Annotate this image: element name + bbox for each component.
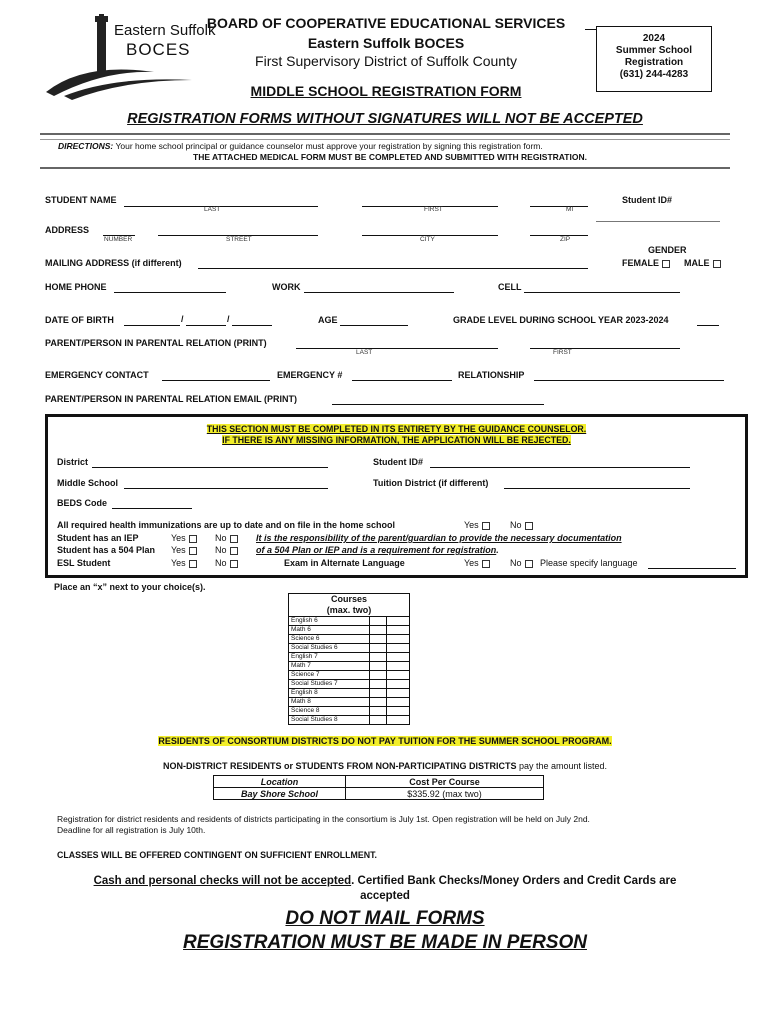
female-checkbox[interactable] <box>662 260 670 268</box>
counselor-notice-line1 <box>45 424 748 434</box>
parent-last-sublabel: LAST <box>356 349 373 356</box>
tuition-district-field[interactable] <box>504 488 690 489</box>
course-name: English 8 <box>289 689 370 698</box>
course-choice-cell[interactable] <box>370 689 387 698</box>
nondistrict-rest: pay the amount listed. <box>516 761 608 771</box>
relationship-field[interactable] <box>534 380 724 381</box>
male-checkbox[interactable] <box>713 260 721 268</box>
classes-contingent: CLASSES WILL BE OFFERED CONTINGENT ON SUFFICIENT ENROLLMENT. <box>57 850 377 860</box>
course-choice-cell-2[interactable] <box>387 617 410 626</box>
course-name: Math 8 <box>289 698 370 707</box>
course-name: Social Studies 6 <box>289 644 370 653</box>
course-name: Social Studies 7 <box>289 680 370 689</box>
location-header: Location <box>214 776 346 788</box>
payment-underlined: Cash and personal checks will not be accepted <box>93 875 352 887</box>
beds-code-label: BEDS Code <box>57 498 108 508</box>
payment-rest: . Certified Bank Checks/Money Orders and Credit Cards are <box>351 875 677 887</box>
course-choice-cell-2[interactable] <box>387 698 410 707</box>
number-sublabel: NUMBER <box>104 236 133 243</box>
course-choice-cell-2[interactable] <box>387 635 410 644</box>
box-line3: Registration <box>624 57 684 68</box>
course-name: Math 6 <box>289 626 370 635</box>
cost-table <box>213 775 544 800</box>
location-value: Bay Shore School <box>214 788 346 800</box>
parent-email-label: PARENT/PERSON IN PARENTAL RELATION EMAIL (PRINT) <box>45 394 298 404</box>
male-option[interactable] <box>684 258 721 268</box>
grade-level-label: GRADE LEVEL DURING SCHOOL YEAR 2023-2024 <box>453 315 669 325</box>
courses-header-line1: Courses <box>330 594 367 604</box>
female-label: FEMALE <box>622 258 659 268</box>
mi-field[interactable] <box>530 206 588 207</box>
course-name: Science 7 <box>289 671 370 680</box>
directions-label: DIRECTIONS: <box>58 141 114 151</box>
address-label: ADDRESS <box>45 225 90 235</box>
do-not-mail-notice: DO NOT MAIL FORMS <box>285 908 485 929</box>
course-name: Social Studies 8 <box>289 716 370 725</box>
home-phone-label: HOME PHONE <box>45 282 107 292</box>
header-title: BOARD OF COOPERATIVE EDUCATIONAL SERVICES <box>206 15 566 31</box>
district-field[interactable] <box>92 467 328 468</box>
dob-day-field[interactable] <box>186 325 226 326</box>
emergency-contact-label: EMERGENCY CONTACT <box>45 370 149 380</box>
course-name: Math 7 <box>289 662 370 671</box>
parent-last-field[interactable] <box>296 348 498 349</box>
summer-school-box <box>596 26 712 92</box>
course-name: Science 8 <box>289 707 370 716</box>
cell-phone-label: CELL <box>498 282 522 292</box>
last-name-field[interactable] <box>124 206 318 207</box>
iep-no-checkbox[interactable] <box>230 535 238 543</box>
parent-email-field[interactable] <box>332 404 544 405</box>
box-line2: Summer School <box>615 45 693 56</box>
age-field[interactable] <box>340 325 408 326</box>
esl-label: ESL Student <box>57 558 111 568</box>
zip-sublabel: ZIP <box>560 236 571 243</box>
parent-name-label: PARENT/PERSON IN PARENTAL RELATION (PRINT) <box>45 338 267 348</box>
logo-text-line2: BOCES <box>126 40 191 59</box>
header-district: First Supervisory District of Suffolk County <box>255 53 517 69</box>
age-label: AGE <box>318 315 338 325</box>
residents-notice <box>40 736 730 746</box>
student-id-label: Student ID# <box>622 195 673 205</box>
responsibility-line2-text: of a 504 Plan or IEP and is a requirement for registration <box>256 545 497 555</box>
relationship-label: RELATIONSHIP <box>458 370 525 380</box>
exam-yes-label: Yes <box>464 558 479 568</box>
work-phone-label: WORK <box>272 282 301 292</box>
specify-language-field[interactable] <box>648 568 736 569</box>
emergency-number-field[interactable] <box>352 380 452 381</box>
counselor-notice-text1: THIS SECTION MUST BE COMPLETED IN ITS ENTIRETY BY THE GUIDANCE COUNSELOR. <box>206 424 587 434</box>
address-zip-field[interactable] <box>530 235 588 236</box>
dob-month-field[interactable] <box>124 325 180 326</box>
course-choice-cell-2[interactable] <box>387 716 410 725</box>
iep-yes-checkbox[interactable] <box>189 535 197 543</box>
course-choice-cell[interactable] <box>370 662 387 671</box>
dob-label: DATE OF BIRTH <box>45 315 114 325</box>
parent-first-sublabel: FIRST <box>553 349 572 356</box>
signature-warning: REGISTRATION FORMS WITHOUT SIGNATURES WILL NOT BE ACCEPTED <box>127 111 643 127</box>
course-choice-cell[interactable] <box>370 644 387 653</box>
beds-code-field[interactable] <box>112 508 192 509</box>
exam-no-checkbox[interactable] <box>525 560 533 568</box>
exam-yes-checkbox[interactable] <box>482 560 490 568</box>
male-label: MALE <box>684 258 710 268</box>
course-choice-cell-2[interactable] <box>387 689 410 698</box>
cost-header: Cost Per Course <box>346 776 544 788</box>
course-row <box>289 671 410 680</box>
course-choice-cell-2[interactable] <box>387 653 410 662</box>
immunizations-yes-checkbox[interactable] <box>482 522 490 530</box>
course-row <box>289 635 410 644</box>
iep-yes-label: Yes <box>171 533 186 543</box>
residents-notice-text: RESIDENTS OF CONSORTIUM DISTRICTS DO NOT PAY TUITION FOR THE SUMMER SCHOOL PROGRAM. <box>158 736 612 746</box>
course-name: Science 6 <box>289 635 370 644</box>
course-choice-cell[interactable] <box>370 617 387 626</box>
tuition-district-label: Tuition District (if different) <box>373 478 489 488</box>
nondistrict-notice <box>40 761 730 771</box>
counselor-student-id-field[interactable] <box>430 467 690 468</box>
registration-dates-line1: Registration for district residents and residents of districts participating in the consortium is July 1st. Open registration will be held on July 2nd. <box>57 814 590 824</box>
course-row <box>289 680 410 689</box>
payment-notice-line2: accepted <box>360 890 410 902</box>
dob-year-field[interactable] <box>232 325 272 326</box>
counselor-student-id-label: Student ID# <box>373 457 424 467</box>
exam-no-label: No <box>510 558 522 568</box>
student-id-field[interactable] <box>596 221 720 222</box>
course-row <box>289 617 410 626</box>
payment-notice <box>40 875 730 887</box>
immunizations-no-label: No <box>510 520 522 530</box>
medical-form-note: THE ATTACHED MEDICAL FORM MUST BE COMPLETED AND SUBMITTED WITH REGISTRATION. <box>193 152 587 162</box>
in-person-notice: REGISTRATION MUST BE MADE IN PERSON <box>183 932 587 953</box>
logo-text-line1: Eastern Suffolk <box>114 22 216 39</box>
iep-no-label: No <box>215 533 227 543</box>
mailing-address-label: MAILING ADDRESS (if different) <box>45 258 182 268</box>
grade-level-field[interactable] <box>697 325 719 326</box>
registration-deadline: Deadline for all registration is July 10th. <box>57 825 206 835</box>
course-choice-cell[interactable] <box>370 671 387 680</box>
course-row <box>289 698 410 707</box>
immunizations-yes-label: Yes <box>464 520 479 530</box>
female-option[interactable] <box>622 258 670 268</box>
course-choice-cell-2[interactable] <box>387 707 410 716</box>
plan504-label: Student has a 504 Plan <box>57 545 156 555</box>
plan504-no-label: No <box>215 545 227 555</box>
course-row <box>289 707 410 716</box>
header-org: Eastern Suffolk BOCES <box>307 35 465 51</box>
city-sublabel: CITY <box>420 236 435 243</box>
middle-school-field[interactable] <box>124 488 328 489</box>
plan504-yes-label: Yes <box>171 545 186 555</box>
counselor-notice-line2 <box>45 435 748 445</box>
home-phone-field[interactable] <box>114 292 226 293</box>
counselor-notice-text2: IF THERE IS ANY MISSING INFORMATION, THE APPLICATION WILL BE REJECTED. <box>222 435 571 445</box>
course-choice-cell-2[interactable] <box>387 680 410 689</box>
immunizations-label: All required health immunizations are up to date and on file in the home school <box>57 520 396 530</box>
mi-sublabel: MI <box>566 206 574 213</box>
middle-school-label: Middle School <box>57 478 119 488</box>
plan504-no-checkbox[interactable] <box>230 547 238 555</box>
nondistrict-bold: NON-DISTRICT RESIDENTS or STUDENTS FROM NON-PARTICIPATING DISTRICTS <box>162 761 517 771</box>
course-row <box>289 644 410 653</box>
courses-header <box>289 594 410 617</box>
course-choice-cell[interactable] <box>370 680 387 689</box>
course-row <box>289 689 410 698</box>
course-name: English 6 <box>289 617 370 626</box>
course-row <box>289 653 410 662</box>
district-label: District <box>57 457 89 467</box>
street-sublabel: STREET <box>226 236 252 243</box>
emergency-number-label: EMERGENCY # <box>277 370 343 380</box>
last-sublabel: LAST <box>204 206 221 213</box>
course-row <box>289 626 410 635</box>
mailing-address-field[interactable] <box>198 268 588 269</box>
esl-yes-checkbox[interactable] <box>189 560 197 568</box>
course-row <box>289 716 410 725</box>
esl-no-label: No <box>215 558 227 568</box>
cost-value: $335.92 (max two) <box>346 788 544 800</box>
plan504-yes-checkbox[interactable] <box>189 547 197 555</box>
immunizations-no-checkbox[interactable] <box>525 522 533 530</box>
first-sublabel: FIRST <box>424 206 443 213</box>
student-name-label: STUDENT NAME <box>45 195 117 205</box>
box-phone: (631) 244-4283 <box>619 69 689 80</box>
work-phone-field[interactable] <box>304 292 454 293</box>
responsibility-line2: of a 504 Plan or IEP and is a requirement for registration. <box>256 545 499 555</box>
specify-language-label: Please specify language <box>540 558 638 568</box>
emergency-contact-field[interactable] <box>162 380 270 381</box>
cell-phone-field[interactable] <box>524 292 680 293</box>
course-choice-cell-2[interactable] <box>387 671 410 680</box>
course-choice-cell-2[interactable] <box>387 626 410 635</box>
course-instruction: Place an “x” next to your choice(s). <box>54 582 206 592</box>
course-choice-cell[interactable] <box>370 707 387 716</box>
responsibility-line1: It is the responsibility of the parent/guardian to provide the necessary documentation <box>256 533 622 543</box>
course-choice-cell[interactable] <box>370 716 387 725</box>
course-row <box>289 662 410 671</box>
esl-yes-label: Yes <box>171 558 186 568</box>
course-choice-cell[interactable] <box>370 653 387 662</box>
directions-text: Your home school principal or guidance counselor must approve your registration by signing this registration form. <box>115 141 543 151</box>
iep-label: Student has an IEP <box>57 533 139 543</box>
box-year: 2024 <box>642 33 666 44</box>
course-choice-cell[interactable] <box>370 635 387 644</box>
form-title: MIDDLE SCHOOL REGISTRATION FORM <box>250 83 522 99</box>
exam-alternate-label: Exam in Alternate Language <box>284 558 405 568</box>
gender-label: GENDER <box>648 245 687 255</box>
course-choice-cell[interactable] <box>370 698 387 707</box>
course-choice-cell-2[interactable] <box>387 662 410 671</box>
esl-no-checkbox[interactable] <box>230 560 238 568</box>
course-choice-cell-2[interactable] <box>387 644 410 653</box>
course-choice-cell[interactable] <box>370 626 387 635</box>
course-name: English 7 <box>289 653 370 662</box>
directions <box>58 141 543 151</box>
courses-header-line2: (max. two) <box>326 605 372 615</box>
courses-table <box>288 593 410 725</box>
